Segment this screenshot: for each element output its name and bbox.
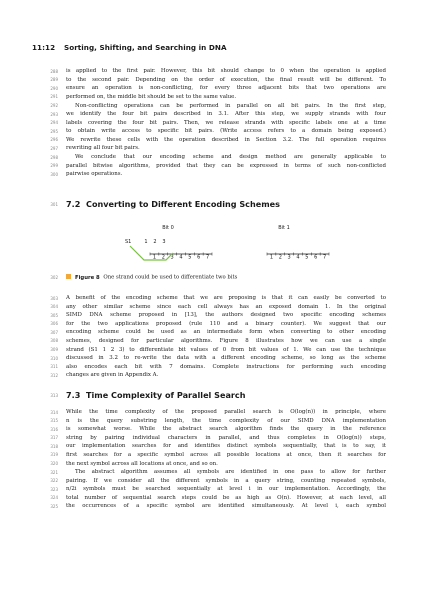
line-number: 294 xyxy=(50,120,58,126)
text-line: 307 encoding scheme could be used as an intermediate form when converting to other encoding xyxy=(66,328,386,337)
line-number: 295 xyxy=(50,128,58,134)
section-heading-7-3 xyxy=(50,390,246,400)
bit1-domain-number: 6 xyxy=(314,254,318,261)
line-number: 288 xyxy=(50,68,58,74)
text-line: 290 ensure an operation is non-conflicting, for every three adjacent bits that two operations are xyxy=(66,84,386,93)
line-number: 312 xyxy=(50,372,58,378)
text-line: 310 discussed in 3.2 to re-write the data with a different encoding scheme, so long as the scheme xyxy=(66,354,386,363)
line-number: 293 xyxy=(50,111,58,117)
text-line: 294 labels covering the four bit pairs. Then, we release strands with specific labels one at a time xyxy=(66,119,386,128)
caption-text: One strand could be used to differentiate two bits xyxy=(103,274,238,281)
bit1-domain-number: 3 xyxy=(287,254,291,261)
text-line: 320 the next symbol across all locations at once, and so on. xyxy=(66,460,386,469)
bit0-domain-number: 7 xyxy=(205,254,210,261)
line-number: 297 xyxy=(50,145,58,151)
bit0-domain-number: 3 xyxy=(170,254,174,261)
line-number: 305 xyxy=(50,312,58,318)
text-line: 303 A benefit of the encoding scheme that we are proposing is that it can easily be converted to xyxy=(66,294,386,303)
paragraph-3 xyxy=(50,153,386,179)
line-number: 289 xyxy=(50,77,58,83)
bit0-domain-number: 4 xyxy=(179,254,183,261)
text-line: 298 We conclude that our encoding scheme and design method are generally applicable to xyxy=(66,153,386,162)
line-number: 302 xyxy=(50,274,58,280)
line-number: 311 xyxy=(50,364,58,370)
line-number: 323 xyxy=(50,486,58,492)
figure-caption xyxy=(50,274,238,281)
figure-label: Figure 8 xyxy=(75,274,100,281)
text-line: 289 to the second pair. Depending on the order of execution, the final result will be different. To xyxy=(66,76,386,85)
section-number: 7.3 xyxy=(66,390,81,400)
line-number: 322 xyxy=(50,478,58,484)
text-line: 324 total number of sequential search steps could be as high as O(n). However, at each level, all xyxy=(66,494,386,503)
bit1-domain-number: 7 xyxy=(322,254,327,261)
strand-domain-number: 2 xyxy=(153,239,157,245)
line-number: 321 xyxy=(50,469,58,475)
text-line: 304 any other similar scheme since each cell always has an exposed domain 1. In the original xyxy=(66,303,386,312)
paragraph-2 xyxy=(50,102,386,154)
line-number: 314 xyxy=(50,409,58,415)
line-number: 300 xyxy=(50,171,58,177)
line-number: 307 xyxy=(50,329,58,335)
section-title: Time Complexity of Parallel Search xyxy=(86,390,246,400)
line-number: 306 xyxy=(50,321,58,327)
line-number: 303 xyxy=(50,295,58,301)
text-line: 309 strand (S1 1 2 3) to differentiate bit values of 0 from bit values of 1. We can use the technique xyxy=(66,346,386,355)
line-number: 325 xyxy=(50,503,58,509)
text-line: 315 n is the query substring length, the time complexity of our SIMD DNA implementation xyxy=(66,417,386,426)
line-number: 308 xyxy=(50,338,58,344)
line-number: 290 xyxy=(50,85,58,91)
paragraph-4 xyxy=(50,294,386,380)
text-line: 291 performed on, the middle bit should be set to the same value. xyxy=(66,93,386,102)
text-line: 288 is applied to the first pair. However, this bit should change to 0 when the operation is applied xyxy=(66,67,386,76)
text-line: 323 n/2i symbols must be searched sequentially at level i in our implementation. Accordingly, the xyxy=(66,485,386,494)
line-number: 309 xyxy=(50,347,58,353)
text-line: 316 is somewhat worse. While the abstract search algorithm finds the query in the reference xyxy=(66,425,386,434)
line-number: 301 xyxy=(50,201,58,207)
section-number: 7.2 xyxy=(66,199,81,209)
text-line: 314 While the time complexity of the proposed parallel search is O(log(n)) in principle, where xyxy=(66,408,386,417)
bit0-domain-number: 1 xyxy=(152,254,157,261)
text-line: 306 for the two applications proposed (rule 110 and a binary counter). We suggest that our xyxy=(66,320,386,329)
line-number: 292 xyxy=(50,103,58,108)
bit0-label: Bit 0 xyxy=(162,225,174,231)
line-number: 316 xyxy=(50,426,58,432)
text-line: 318 our implementation searches for and identifies distinct symbols sequentially, that is to say, it xyxy=(66,442,386,451)
line-number: 298 xyxy=(50,154,58,160)
section-heading-7-2 xyxy=(50,199,280,209)
line-number: 296 xyxy=(50,137,58,143)
paragraph-1 xyxy=(50,67,386,101)
figure-8 xyxy=(110,219,340,271)
line-number: 299 xyxy=(50,163,58,169)
line-number: 318 xyxy=(50,443,58,449)
text-line: 308 schemes, designed for particular algorithms. Figure 8 illustrates how we can use a single xyxy=(66,337,386,346)
text-line: 317 string by pairing individual characters in parallel, and thus completes in O(log(n)) steps, xyxy=(66,434,386,443)
strand-domain-number: 3 xyxy=(162,239,166,245)
line-number: 310 xyxy=(50,355,58,361)
text-line: 300 pairwise operations. xyxy=(66,170,386,179)
bit1-domain-number: 2 xyxy=(278,254,282,261)
strand-domain-number: 1 xyxy=(144,239,148,245)
line-number: 304 xyxy=(50,304,58,310)
bit1-domain-number: 5 xyxy=(305,254,309,261)
line-number: 313 xyxy=(50,392,58,398)
text-line: 297 rewriting all four bit pairs. xyxy=(66,144,386,153)
text-line: 325 the occurrences of a specific symbol are identified simultaneously. At level i, each symbol xyxy=(66,502,386,511)
text-line: 295 to obtain write access to specific bit pairs. (Write access refers to a domain being exposed.) xyxy=(66,127,386,136)
text-line: 321 The abstract algorithm assumes all symbols are identified in one pass to allow for further xyxy=(66,468,386,477)
figure-8-diagram xyxy=(110,219,340,271)
bit1-domain-number: 4 xyxy=(296,254,300,261)
section-title: Converting to Different Encoding Schemes xyxy=(86,199,280,209)
paragraph-6 xyxy=(50,468,386,511)
text-line: 312 changes are given in Appendix A. xyxy=(66,371,386,380)
line-number: 317 xyxy=(50,435,58,441)
bit0-domain-number: 2 xyxy=(161,254,165,261)
text-line: 319 first searches for a specific symbol across all possible locations at once, then it searches for xyxy=(66,451,386,460)
text-line: 299 parallel bitwise algorithms, provided that they can be expressed in terms of such non-conflicted xyxy=(66,162,386,171)
line-number: 291 xyxy=(50,94,58,100)
text-line: 296 We rewrite these cells with the operation described in Section 3.2. The full operation requires xyxy=(66,136,386,145)
bit1-domain-number: 1 xyxy=(269,254,274,261)
running-title: Sorting, Shifting, and Searching in DNA xyxy=(64,43,227,52)
line-number: 319 xyxy=(50,452,58,458)
text-line: 292 Non-conflicting operations can be performed in parallel on all bit pairs. In the first step, xyxy=(66,102,386,111)
strand-s1-label: S1 xyxy=(125,239,132,245)
running-header xyxy=(32,43,227,52)
text-line: 322 pairing. If we consider all the different symbols in a query string, counting repeated symbols, xyxy=(66,477,386,486)
paragraph-5 xyxy=(50,408,386,468)
text-line: 293 we identify the four bit pairs described in 3.1. After this step, we supply strands with four xyxy=(66,110,386,119)
text-line: 311 also encodes each bit with 7 domains. Complete instructions for performing such encoding xyxy=(66,363,386,372)
line-number: 324 xyxy=(50,495,58,501)
page-number: 11:12 xyxy=(32,43,56,52)
strand-s1 xyxy=(130,246,173,260)
bit1-label: Bit 1 xyxy=(278,225,290,231)
caption-marker xyxy=(66,274,71,279)
bit0-domain-number: 5 xyxy=(188,254,192,261)
line-number: 320 xyxy=(50,461,58,467)
line-number: 315 xyxy=(50,418,58,424)
bit0-domain-number: 6 xyxy=(197,254,201,261)
text-line: 305 SIMD DNA scheme proposed in [13], the authors designed two specific encoding schemes xyxy=(66,311,386,320)
